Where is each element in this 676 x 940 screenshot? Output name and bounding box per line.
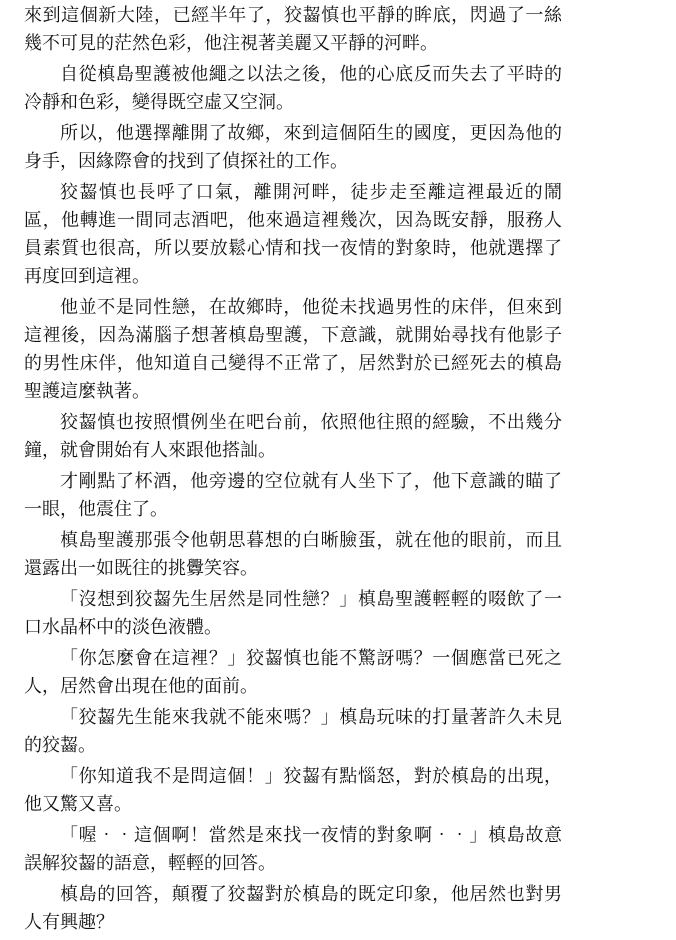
paragraph: 才剛點了杯酒，他旁邊的空位就有人坐下了，他下意識的瞄了一眼，他震住了。 (24, 471, 562, 520)
paragraph: 來到這個新大陸，已經半年了，狡齧慎也平靜的眸底，閃過了一絲幾不可見的茫然色彩，他注視著美麗又平靜的河畔。 (24, 5, 562, 54)
paragraph: 槙島的回答，顛覆了狡齧對於槙島的既定印象，他居然也對男人有興趣？ (24, 884, 562, 933)
paragraph: 狡齧慎也按照慣例坐在吧台前，依照他往照的經驗，不出幾分鐘，就會開始有人來跟他搭訕。 (24, 412, 562, 461)
document-page (24, 2, 562, 940)
paragraph: 「沒想到狡齧先生居然是同性戀？」槙島聖護輕輕的啜飲了一口水晶杯中的淡色液體。 (24, 589, 562, 638)
paragraph: 他並不是同性戀，在故鄉時，他從未找過男性的床伴，但來到這裡後，因為滿腦子想著槙島聖護，下意識，就開始尋找有他影子的男性床伴，他知道自己變得不正常了，居然對於已經死去的槙島聖護這麼執著。 (24, 297, 562, 402)
paragraph: 自從槙島聖護被他繩之以法之後，他的心底反而失去了平時的冷靜和色彩，變得既空虛又空洞。 (24, 64, 562, 113)
paragraph: 所以，他選擇離開了故鄉，來到這個陌生的國度，更因為他的身手，因緣際會的找到了偵探社的工作。 (24, 123, 562, 172)
paragraph: 「喔‧‧這個啊！當然是來找一夜情的對象啊‧‧」槙島故意誤解狡齧的語意，輕輕的回答。 (24, 825, 562, 874)
paragraph: 狡齧慎也長呼了口氣，離開河畔，徒步走至離這裡最近的鬧區，他轉進一間同志酒吧，他來過這裡幾次，因為既安靜，服務人員素質也很高，所以要放鬆心情和找一夜情的對象時，他就選擇了再度回到這裡。 (24, 182, 562, 287)
paragraph: 「你怎麼會在這裡？」狡齧慎也能不驚訝嗎？一個應當已死之人，居然會出現在他的面前。 (24, 648, 562, 697)
paragraph: 「狡齧先生能來我就不能來嗎？」槙島玩味的打量著許久未見的狡齧。 (24, 707, 562, 756)
paragraph: 槙島聖護那張令他朝思暮想的白晰臉蛋，就在他的眼前，而且還露出一如既往的挑釁笑容。 (24, 530, 562, 579)
paragraph: 「你知道我不是問這個！」狡齧有點惱怒，對於槙島的出現，他又驚又喜。 (24, 766, 562, 815)
